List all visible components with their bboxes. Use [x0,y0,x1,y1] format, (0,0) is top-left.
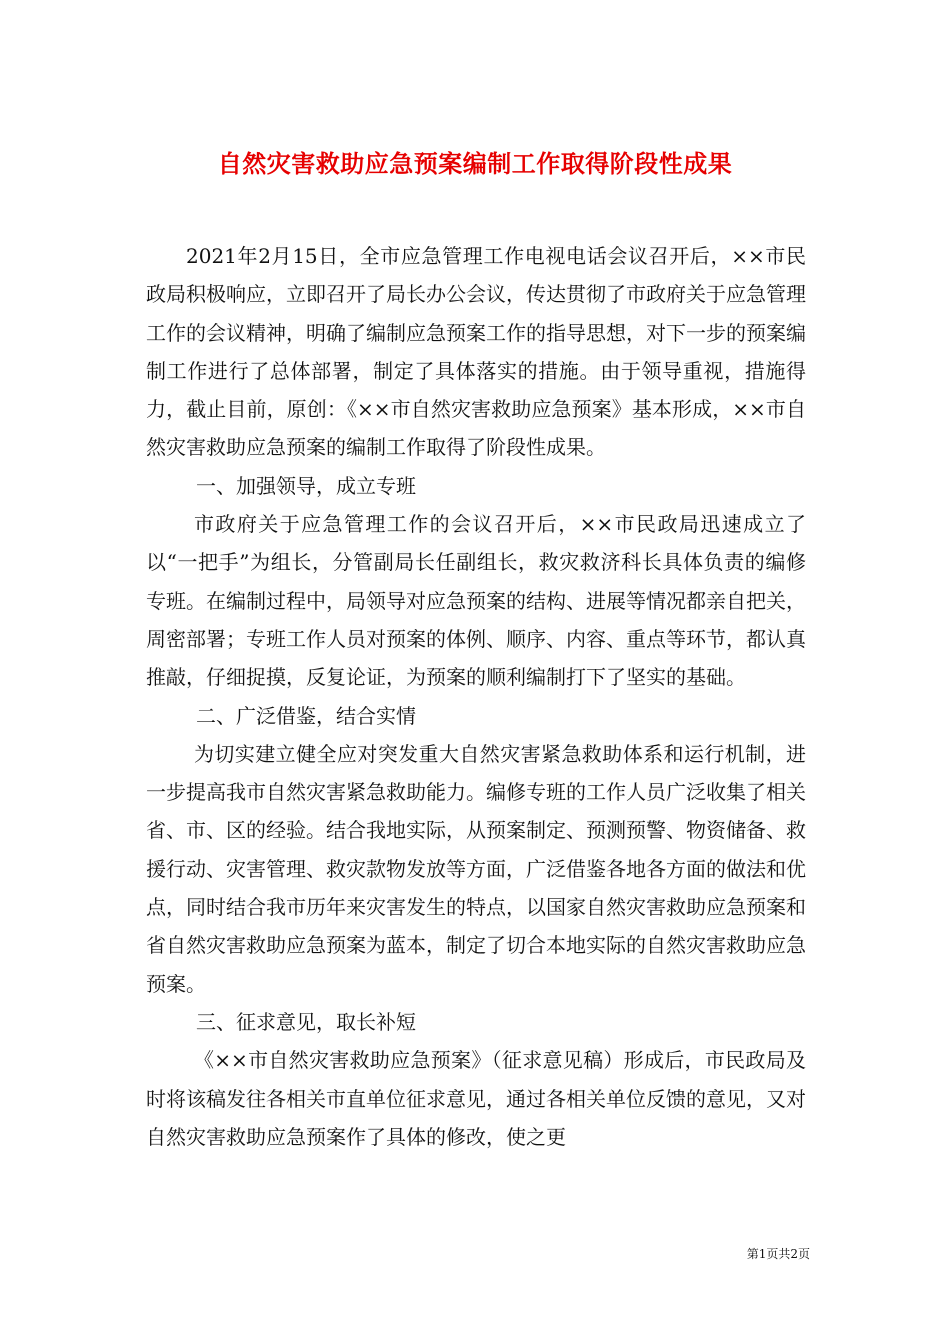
paragraph-section-2: 为切实建立健全应对突发重大自然灾害紧急救助体系和运行机制，进一步提高我市自然灾害紧急救助能力。编修专班的工作人员广泛收集了相关省、市、区的经验。结合我地实际，从预案制定、预测预警、物资储备、救援行动、灾害管理、救灾款物发放等方面，广泛借鉴各地各方面的做法和优点，同时结合我市历年来灾害发生的特点，以国家自然灾害救助应急预案和省自然灾害救助应急预案为蓝本，制定了切合本地实际的自然灾害救助应急预案。 [146,741,806,996]
document-title: 自然灾害救助应急预案编制工作取得阶段性成果 [217,149,733,179]
section-heading-3: 三、征求意见，取长补短 [196,1009,416,1034]
page-number: 第1页共2页 [746,1247,810,1261]
section-heading-2: 二、广泛借鉴，结合实情 [196,703,416,728]
section-heading-1: 一、加强领导，成立专班 [196,473,416,498]
paragraph-section-3: 《××市自然灾害救助应急预案》（征求意见稿）形成后，市民政局及时将该稿发往各相关市直单位征求意见，通过各相关单位反馈的意见，又对自然灾害救助应急预案作了具体的修改，使之更 [146,1048,806,1149]
paragraph-section-1: 市政府关于应急管理工作的会议召开后，××市民政局迅速成立了以“一把手”为组长，分管副局长任副组长，救灾救济科长具体负责的编修专班。在编制过程中，局领导对应急预案的结构、进展等情况都亲自把关，周密部署；专班工作人员对预案的体例、顺序、内容、重点等环节，都认真推敲，仔细捉摸，反复论证，为预案的顺利编制打下了坚实的基础。 [146,512,806,690]
paragraph-intro: 2021年2月15日，全市应急管理工作电视电话会议召开后，××市民政局积极响应，立即召开了局长办公会议，传达贯彻了市政府关于应急管理工作的会议精神，明确了编制应急预案工作的指导思想，对下一步的预案编制工作进行了总体部署，制定了具体落实的措施。由于领导重视，措施得力，截止目前，原创：《××市自然灾害救助应急预案》基本形成，××市自然灾害救助应急预案的编制工作取得了阶段性成果。 [146,244,806,460]
document-body [146,237,806,1156]
